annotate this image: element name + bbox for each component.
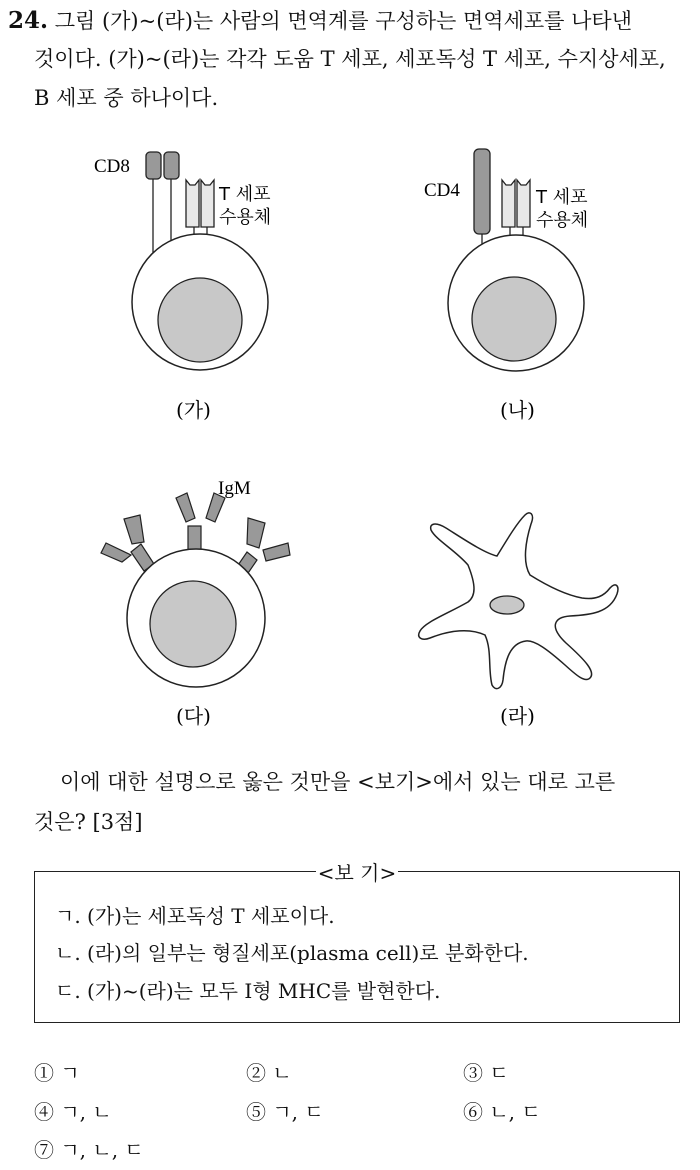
cd4-label: CD4 — [424, 180, 460, 201]
bogi-item-3: ㄷ. (가)~(라)는 모두 I형 MHC를 발현한다. — [55, 979, 441, 1003]
nucleus-da — [150, 581, 236, 667]
caption-ga: (가) — [176, 398, 211, 422]
cd4-marker — [474, 149, 490, 234]
bogi-item-1: ㄱ. (가)는 세포독성 T 세포이다. — [55, 904, 335, 928]
bogi-title: <보 기> — [317, 861, 397, 885]
nucleus-ra — [490, 596, 524, 614]
choice-2[interactable]: ② ㄴ — [246, 1061, 292, 1085]
question-line-1 — [8, 6, 632, 36]
igm-label: IgM — [218, 478, 251, 499]
choice-3[interactable]: ③ ㄷ — [463, 1061, 509, 1085]
prompt-line-1: 이에 대한 설명으로 옳은 것만을 <보기>에서 있는 대로 고른 — [60, 770, 616, 794]
question-text-2: 것이다. (가)~(라)는 각각 도움 T 세포, 세포독성 T 세포, 수지상세포, — [34, 47, 666, 71]
tcr-receptor-ga — [186, 180, 214, 239]
immune-cells-figure — [0, 130, 700, 730]
choice-6[interactable]: ⑥ ㄴ, ㄷ — [463, 1100, 541, 1124]
choice-7[interactable]: ⑦ ㄱ, ㄴ, ㄷ — [34, 1138, 144, 1162]
bogi-item-2: ㄴ. (라)의 일부는 형질세포(plasma cell)로 분화한다. — [55, 941, 529, 965]
caption-da: (다) — [176, 704, 211, 728]
cell-na — [424, 149, 588, 422]
tcr-label-na-1: T 세포 — [536, 187, 588, 208]
bogi-box — [34, 861, 680, 1023]
cell-da — [101, 478, 290, 728]
nucleus-na — [472, 277, 556, 361]
question-text-1: 그림 (가)~(라)는 사람의 면역계를 구성하는 면역세포를 나타낸 — [54, 9, 632, 33]
caption-na: (나) — [500, 398, 535, 422]
cell-ra — [419, 513, 618, 728]
prompt-line-2: 것은? [3점] — [34, 810, 143, 834]
caption-ra: (라) — [500, 704, 535, 728]
cd8-label: CD8 — [94, 156, 130, 177]
choice-4[interactable]: ④ ㄱ, ㄴ — [34, 1100, 112, 1124]
cd8-marker-1 — [146, 152, 161, 179]
question-text-3: B 세포 중 하나이다. — [34, 86, 219, 110]
choice-1[interactable]: ① ㄱ — [34, 1061, 80, 1085]
cd8-marker-2 — [164, 152, 179, 179]
tcr-label-ga-1: T 세포 — [219, 184, 271, 205]
choice-5[interactable]: ⑤ ㄱ, ㄷ — [246, 1100, 324, 1124]
cell-ga — [94, 152, 271, 422]
tcr-receptor-na — [502, 180, 530, 239]
nucleus-ga — [158, 278, 242, 362]
tcr-label-ga-2: 수용체 — [219, 207, 272, 228]
question-number: 24. — [8, 7, 49, 34]
tcr-label-na-2: 수용체 — [536, 210, 589, 231]
